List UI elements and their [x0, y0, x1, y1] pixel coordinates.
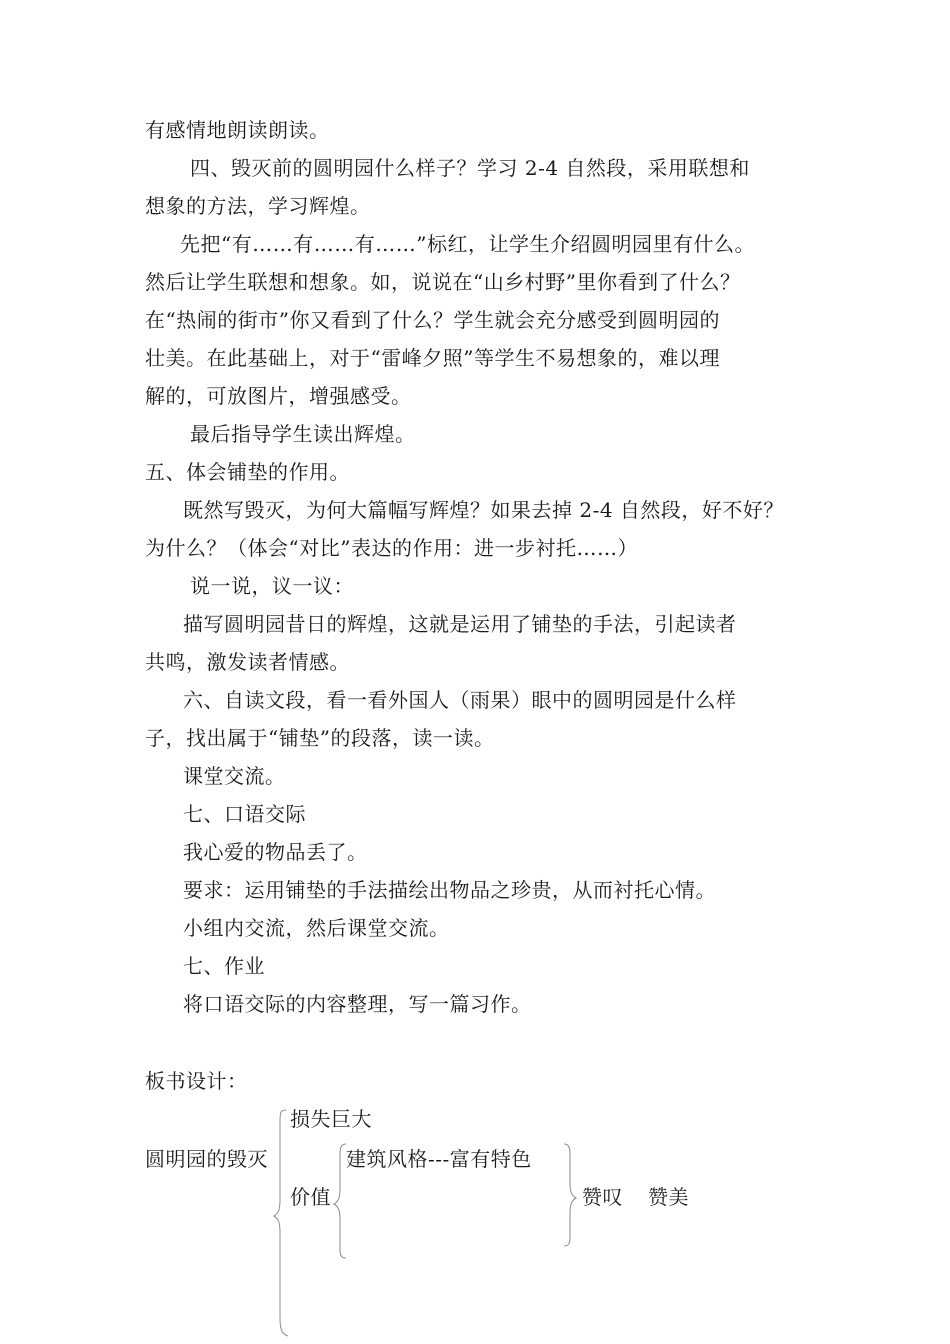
text-line-7: 壮美。在此基础上，对于“雷峰夕照”等学生不易想象的，难以理	[145, 346, 720, 370]
board-praise-1: 赞叹	[582, 1185, 623, 1209]
text-line-9: 最后指导学生读出辉煌。	[190, 422, 416, 446]
text-line-15: 共鸣，激发读者情感。	[145, 650, 350, 674]
text-line-23: 七、作业	[183, 954, 265, 978]
text-line-18: 课堂交流。	[183, 764, 286, 788]
board-root: 圆明园的毁灭	[145, 1147, 268, 1171]
text-line-17: 子，找出属于“铺垫”的段落，读一读。	[145, 726, 495, 750]
left-brace-value	[334, 1142, 350, 1262]
text-line-5: 然后让学生联想和想象。如，说说在“山乡村野”里你看到了什么？	[145, 270, 741, 294]
text-line-3: 想象的方法，学习辉煌。	[145, 194, 371, 218]
text-line-1: 有感情地朗读朗读。	[145, 118, 330, 142]
board-praise-2: 赞美	[648, 1185, 689, 1209]
board-architecture: 建筑风格---富有特色	[346, 1147, 532, 1171]
text-line-12: 为什么？（体会“对比”表达的作用：进一步衬托……）	[145, 536, 638, 560]
text-line-19: 七、口语交际	[183, 802, 306, 826]
text-line-24: 将口语交际的内容整理，写一篇习作。	[183, 992, 532, 1016]
text-line-13: 说一说，议一议：	[190, 574, 354, 598]
board-loss: 损失巨大	[290, 1107, 372, 1131]
text-line-6: 在“热闹的街市”你又看到了什么？学生就会充分感受到圆明园的	[145, 308, 720, 332]
right-brace-value	[562, 1142, 578, 1252]
text-line-20: 我心爱的物品丢了。	[183, 840, 368, 864]
text-line-2: 四、毁灭前的圆明园什么样子？学习 2-4 自然段，采用联想和	[190, 156, 750, 180]
text-line-21: 要求：运用铺垫的手法描绘出物品之珍贵，从而衬托心情。	[183, 878, 716, 902]
left-brace-main	[274, 1108, 294, 1338]
board-heading: 板书设计：	[145, 1069, 248, 1093]
text-line-10: 五、体会铺垫的作用。	[145, 460, 350, 484]
board-value: 价值	[290, 1185, 331, 1209]
text-line-11: 既然写毁灭，为何大篇幅写辉煌？如果去掉 2-4 自然段，好不好？	[183, 498, 784, 522]
text-line-16: 六、自读文段，看一看外国人（雨果）眼中的圆明园是什么样	[183, 688, 737, 712]
text-line-4: 先把“有……有……有……”标红，让学生介绍圆明园里有什么。	[180, 232, 755, 256]
text-line-22: 小组内交流，然后课堂交流。	[183, 916, 450, 940]
text-line-14: 描写圆明园昔日的辉煌，这就是运用了铺垫的手法，引起读者	[183, 612, 737, 636]
text-line-8: 解的，可放图片，增强感受。	[145, 384, 412, 408]
